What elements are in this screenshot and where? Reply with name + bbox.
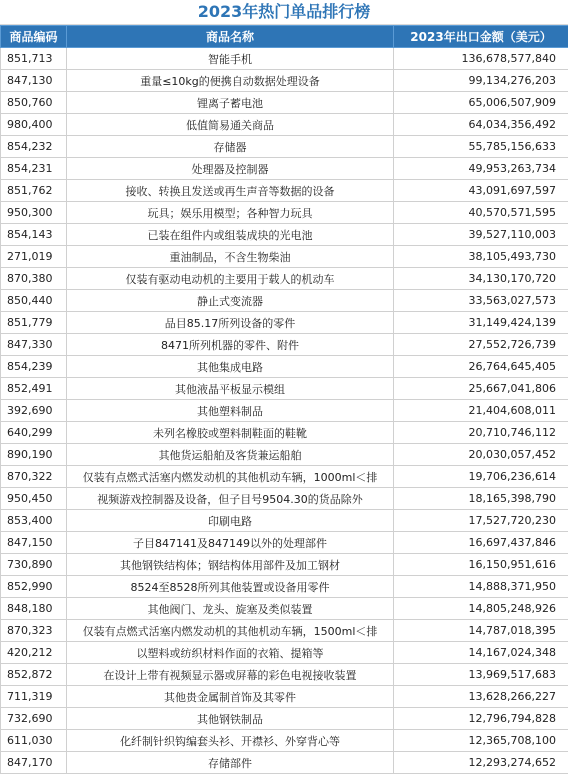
product-code-cell[interactable]: 847,150 [1,532,67,554]
table-row [1,400,568,422]
product-code-cell[interactable]: 870,323 [1,620,67,642]
export-amount-cell[interactable]: 31,149,424,139 [394,312,568,334]
product-name-cell[interactable]: 8524至8528所列其他装置或设备用零件 [67,576,394,598]
table-row [1,114,568,136]
product-name-cell[interactable]: 品目85.17所列设备的零件 [67,312,394,334]
table-row [1,268,568,290]
product-name-cell[interactable]: 其他贵金属制首饰及其零件 [67,686,394,708]
table-row [1,290,568,312]
product-code-cell[interactable]: 950,450 [1,488,67,510]
product-code-cell[interactable]: 732,690 [1,708,67,730]
product-code-cell[interactable]: 611,030 [1,730,67,752]
product-code-cell[interactable]: 847,170 [1,752,67,774]
product-code-cell[interactable]: 890,190 [1,444,67,466]
product-name-cell[interactable]: 其他塑料制品 [67,400,394,422]
table-row [1,136,568,158]
table-row [1,686,568,708]
export-amount-cell[interactable]: 13,628,266,227 [394,686,568,708]
product-code-cell[interactable]: 854,231 [1,158,67,180]
table-row [1,620,568,642]
product-name-cell[interactable]: 重量≤10kg的便携自动数据处理设备 [67,70,394,92]
export-amount-cell[interactable]: 14,167,024,348 [394,642,568,664]
product-name-cell[interactable]: 静止式变流器 [67,290,394,312]
export-amount-cell[interactable]: 18,165,398,790 [394,488,568,510]
export-amount-cell[interactable]: 17,527,720,230 [394,510,568,532]
table-row [1,334,568,356]
table-row [1,532,568,554]
product-name-cell[interactable]: 印刷电路 [67,510,394,532]
export-amount-cell[interactable]: 33,563,027,573 [394,290,568,312]
export-amount-cell[interactable]: 43,091,697,597 [394,180,568,202]
product-code-cell[interactable]: 850,760 [1,92,67,114]
product-name-cell[interactable]: 低值简易通关商品 [67,114,394,136]
product-name-cell[interactable]: 重油制品，不含生物柴油 [67,246,394,268]
export-amount-cell[interactable]: 21,404,608,011 [394,400,568,422]
header-name[interactable]: 商品名称 [67,26,394,48]
product-name-cell[interactable]: 仅装有点燃式活塞内燃发动机的其他机动车辆，1000ml＜排 [67,466,394,488]
table-row [1,554,568,576]
product-code-cell[interactable]: 640,299 [1,422,67,444]
product-code-cell[interactable]: 711,319 [1,686,67,708]
export-amount-cell[interactable]: 40,570,571,595 [394,202,568,224]
product-name-cell[interactable]: 子目847141及847149以外的处理部件 [67,532,394,554]
product-name-cell[interactable]: 接收、转换且发送或再生声音等数据的设备 [67,180,394,202]
table-row [1,576,568,598]
export-amount-cell[interactable]: 34,130,170,720 [394,268,568,290]
ranking-table [0,25,568,774]
table-row [1,708,568,730]
product-name-cell[interactable]: 仅装有点燃式活塞内燃发动机的其他机动车辆，1500ml＜排 [67,620,394,642]
product-code-cell[interactable]: 853,400 [1,510,67,532]
table-row [1,378,568,400]
product-code-cell[interactable]: 847,130 [1,70,67,92]
product-code-cell[interactable]: 850,440 [1,290,67,312]
product-code-cell[interactable]: 854,232 [1,136,67,158]
product-name-cell[interactable]: 在设计上带有视频显示器或屏幕的彩色电视接收装置 [67,664,394,686]
product-code-cell[interactable]: 950,300 [1,202,67,224]
table-row [1,510,568,532]
table-row [1,488,568,510]
product-code-cell[interactable]: 420,212 [1,642,67,664]
sheet-title: 2023年热门单品排行榜 [0,0,568,25]
product-code-cell[interactable]: 851,713 [1,48,67,70]
export-amount-cell[interactable]: 64,034,356,492 [394,114,568,136]
table-row [1,356,568,378]
export-amount-cell[interactable]: 27,552,726,739 [394,334,568,356]
header-amount[interactable]: 2023年出口金额（美元） [394,26,568,48]
product-name-cell[interactable]: 存储部件 [67,752,394,774]
table-row [1,312,568,334]
export-amount-cell[interactable]: 19,706,236,614 [394,466,568,488]
product-code-cell[interactable]: 730,890 [1,554,67,576]
export-amount-cell[interactable]: 12,365,708,100 [394,730,568,752]
export-amount-cell[interactable]: 38,105,493,730 [394,246,568,268]
product-code-cell[interactable]: 852,491 [1,378,67,400]
product-name-cell[interactable]: 8471所列机器的零件、附件 [67,334,394,356]
export-amount-cell[interactable]: 39,527,110,003 [394,224,568,246]
product-name-cell[interactable]: 仅装有驱动电动机的主要用于载人的机动车 [67,268,394,290]
export-amount-cell[interactable]: 16,697,437,846 [394,532,568,554]
export-amount-cell[interactable]: 12,293,274,652 [394,752,568,774]
product-code-cell[interactable]: 848,180 [1,598,67,620]
product-name-cell[interactable]: 化纤制针织钩编套头衫、开襟衫、外穿背心等 [67,730,394,752]
product-name-cell[interactable]: 其他阀门、龙头、旋塞及类似装置 [67,598,394,620]
table-row [1,202,568,224]
product-code-cell[interactable]: 851,779 [1,312,67,334]
table-row [1,752,568,774]
export-amount-cell[interactable]: 14,787,018,395 [394,620,568,642]
export-amount-cell[interactable]: 26,764,645,405 [394,356,568,378]
export-amount-cell[interactable]: 99,134,276,203 [394,70,568,92]
product-name-cell[interactable]: 其他钢铁制品 [67,708,394,730]
product-code-cell[interactable]: 851,762 [1,180,67,202]
product-name-cell[interactable]: 其他货运船舶及客货兼运船舶 [67,444,394,466]
export-amount-cell[interactable]: 49,953,263,734 [394,158,568,180]
table-row [1,598,568,620]
table-row [1,92,568,114]
export-amount-cell[interactable]: 136,678,577,840 [394,48,568,70]
product-code-cell[interactable]: 980,400 [1,114,67,136]
product-name-cell[interactable]: 玩具；娱乐用模型；各种智力玩具 [67,202,394,224]
table-row [1,48,568,70]
product-code-cell[interactable]: 271,019 [1,246,67,268]
header-code[interactable]: 商品编码 [1,26,67,48]
table-row [1,444,568,466]
product-name-cell[interactable]: 其他集成电路 [67,356,394,378]
export-amount-cell[interactable]: 20,710,746,112 [394,422,568,444]
product-name-cell[interactable]: 存储器 [67,136,394,158]
export-amount-cell[interactable]: 65,006,507,909 [394,92,568,114]
product-name-cell[interactable]: 以塑料或纺织材料作面的衣箱、提箱等 [67,642,394,664]
export-amount-cell[interactable]: 13,969,517,683 [394,664,568,686]
export-amount-cell[interactable]: 55,785,156,633 [394,136,568,158]
export-amount-cell[interactable]: 14,888,371,950 [394,576,568,598]
table-row [1,224,568,246]
table-row [1,664,568,686]
product-code-cell[interactable]: 854,239 [1,356,67,378]
product-name-cell[interactable]: 处理器及控制器 [67,158,394,180]
product-name-cell[interactable]: 已装在组件内或组装成块的光电池 [67,224,394,246]
product-code-cell[interactable]: 854,143 [1,224,67,246]
product-code-cell[interactable]: 870,322 [1,466,67,488]
product-name-cell[interactable]: 其他液晶平板显示模组 [67,378,394,400]
product-name-cell[interactable]: 锂离子蓄电池 [67,92,394,114]
product-code-cell[interactable]: 870,380 [1,268,67,290]
table-row [1,730,568,752]
export-amount-cell[interactable]: 12,796,794,828 [394,708,568,730]
table-row [1,70,568,92]
table-row [1,466,568,488]
header-row [1,26,568,48]
table-row [1,246,568,268]
table-row [1,422,568,444]
export-amount-cell[interactable]: 25,667,041,806 [394,378,568,400]
product-code-cell[interactable]: 852,872 [1,664,67,686]
export-amount-cell[interactable]: 16,150,951,616 [394,554,568,576]
product-name-cell[interactable]: 视频游戏控制器及设备，但子目号9504.30的货品除外 [67,488,394,510]
product-code-cell[interactable]: 852,990 [1,576,67,598]
product-name-cell[interactable]: 未列名橡胶或塑料制鞋面的鞋靴 [67,422,394,444]
product-name-cell[interactable]: 其他钢铁结构体；钢结构体用部件及加工钢材 [67,554,394,576]
table-body [1,48,568,774]
table-row [1,158,568,180]
product-name-cell[interactable]: 智能手机 [67,48,394,70]
table-row [1,642,568,664]
export-amount-cell[interactable]: 14,805,248,926 [394,598,568,620]
product-code-cell[interactable]: 847,330 [1,334,67,356]
table-row [1,180,568,202]
export-amount-cell[interactable]: 20,030,057,452 [394,444,568,466]
product-code-cell[interactable]: 392,690 [1,400,67,422]
